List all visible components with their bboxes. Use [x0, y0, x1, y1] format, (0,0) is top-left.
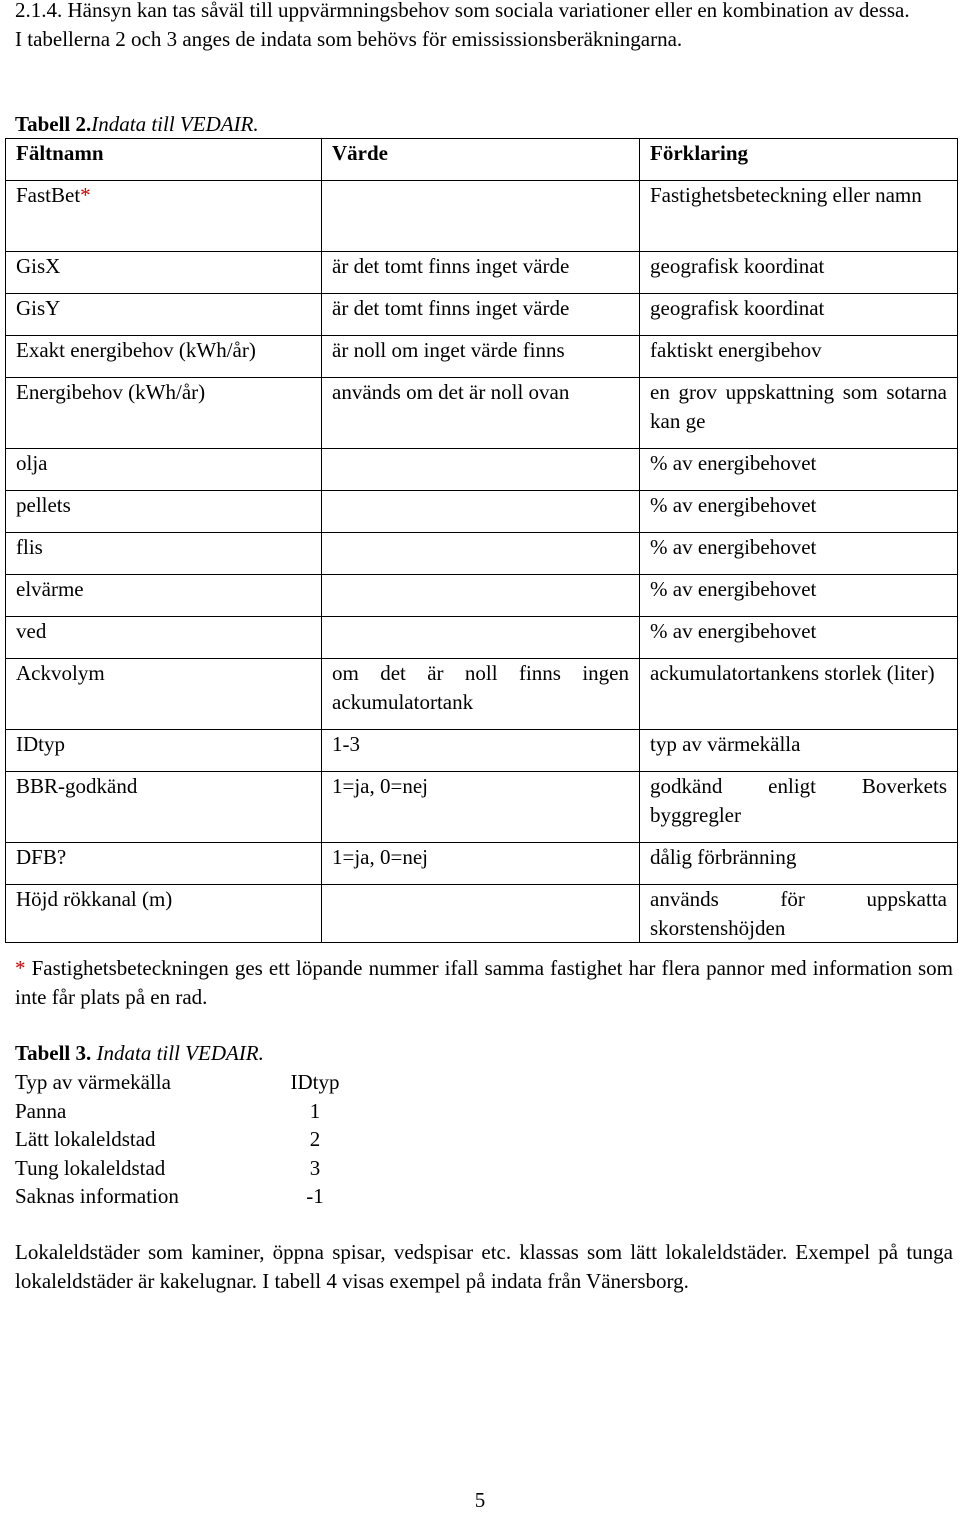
table2-caption [15, 110, 259, 139]
cell-name: Höjd rökkanal (m) [6, 885, 322, 943]
header-forklaring: Förklaring [640, 139, 958, 181]
table2-caption-label: Tabell 2. [15, 112, 92, 136]
cell-name: ved [6, 617, 322, 659]
table3-row-label: Panna [15, 1098, 67, 1123]
cell-value [322, 181, 640, 252]
table3-caption [15, 1039, 264, 1068]
intro-text [15, 0, 953, 53]
footnote-text: Fastighetsbeteckningen ges ett löpande nummer ifall samma fastighet har flera pannor med information som inte får plats på en rad. [15, 956, 954, 1009]
table3-caption-title: Indata till VEDAIR. [96, 1041, 264, 1065]
cell-value: är noll om inget värde finns [322, 336, 640, 378]
asterisk-marker: * [80, 183, 91, 207]
cell-name: elvärme [6, 575, 322, 617]
table2-footnote [15, 954, 953, 1011]
cell-explanation: geografisk koordinat [640, 294, 958, 336]
cell-name: GisY [6, 294, 322, 336]
table-row [6, 730, 958, 772]
page-number: 5 [474, 1488, 486, 1512]
cell-name: Exakt energibehov (kWh/år) [6, 336, 322, 378]
cell-name: GisX [6, 252, 322, 294]
table3-row-value: 2 [309, 1127, 321, 1151]
table3-row-label: Tung lokaleldstad [15, 1155, 166, 1180]
cell-explanation: godkänd enligt Boverkets byggregler [640, 772, 958, 843]
table-row [6, 378, 958, 449]
cell-value: är det tomt finns inget värde [322, 252, 640, 294]
table-row [6, 252, 958, 294]
cell-value [322, 533, 640, 575]
cell-value [322, 491, 640, 533]
cell-value [322, 617, 640, 659]
cell-explanation: dålig förbränning [640, 843, 958, 885]
table3-header-value: IDtyp [290, 1070, 340, 1094]
cell-value [322, 449, 640, 491]
cell-explanation: används för uppskatta skorstenshöjden [640, 885, 958, 943]
cell-value: om det är noll finns ingen ackumulatortank [322, 659, 640, 730]
cell-explanation: geografisk koordinat [640, 252, 958, 294]
cell-explanation: % av energibehovet [640, 449, 958, 491]
table-row [6, 843, 958, 885]
table3-row-value: 3 [309, 1155, 321, 1180]
cell-explanation: % av energibehovet [640, 533, 958, 575]
cell-name: pellets [6, 491, 322, 533]
table-row [6, 449, 958, 491]
table3-row-label: Lätt lokaleldstad [15, 1127, 156, 1151]
cell-name: flis [6, 533, 322, 575]
cell-value: används om det är noll ovan [322, 378, 640, 449]
body-paragraph: Lokaleldstäder som kaminer, öppna spisar, vedspisar etc. klassas som lätt lokaleldstäder. Exempel på tunga lokaleldstäder är kakelugnar. I tabell 4 visas exempel på indata från Vänersborg. [15, 1240, 953, 1293]
cell-explanation: % av energibehovet [640, 617, 958, 659]
cell-name: olja [6, 449, 322, 491]
header-varde: Värde [322, 139, 640, 181]
table2-caption-title: Indata till VEDAIR. [91, 112, 259, 136]
cell-value [322, 575, 640, 617]
cell-explanation: ackumulatortankens storlek (liter) [640, 659, 958, 730]
table-row [6, 659, 958, 730]
cell-value: 1=ja, 0=nej [322, 772, 640, 843]
table-row [6, 617, 958, 659]
cell-value: 1-3 [322, 730, 640, 772]
table-row [6, 336, 958, 378]
header-faltnamn: Fältnamn [6, 139, 322, 181]
cell-name: DFB? [6, 843, 322, 885]
cell-name: Energibehov (kWh/år) [6, 378, 322, 449]
cell-value: 1=ja, 0=nej [322, 843, 640, 885]
table2 [5, 138, 958, 943]
cell-name: IDtyp [6, 730, 322, 772]
cell-value [322, 885, 640, 943]
table3-row-value: -1 [306, 1184, 324, 1208]
table3-row-value: 1 [309, 1098, 321, 1123]
cell-name: BBR-godkänd [6, 772, 322, 843]
cell-explanation: % av energibehovet [640, 575, 958, 617]
cell-explanation: typ av värmekälla [640, 730, 958, 772]
table-row [6, 885, 958, 943]
cell-name: Ackvolym [6, 659, 322, 730]
cell-value: är det tomt finns inget värde [322, 294, 640, 336]
cell-explanation: en grov uppskattning som sotarna kan ge [640, 378, 958, 449]
table2-header-row [6, 139, 958, 181]
table-row [6, 772, 958, 843]
table-row [6, 491, 958, 533]
cell-explanation: Fastighetsbeteckning eller namn [640, 181, 958, 252]
table-row [6, 575, 958, 617]
asterisk-marker: * [15, 956, 26, 980]
table3-caption-label: Tabell 3. [15, 1041, 92, 1065]
table-row [6, 181, 958, 252]
table-row [6, 294, 958, 336]
table3-header-label: Typ av värmekälla [15, 1070, 171, 1094]
table-row [6, 533, 958, 575]
intro-line-2: I tabellerna 2 och 3 anges de indata som behövs för emississionsberäkningarna. [15, 26, 683, 51]
intro-line-1: 2.1.4. Hänsyn kan tas såväl till uppvärmningsbehov som sociala variationer eller en kombination av dessa. [15, 0, 910, 22]
cell-name: FastBet* [6, 181, 322, 252]
table3-row-label: Saknas information [15, 1184, 179, 1208]
cell-explanation: % av energibehovet [640, 491, 958, 533]
cell-explanation: faktiskt energibehov [640, 336, 958, 378]
